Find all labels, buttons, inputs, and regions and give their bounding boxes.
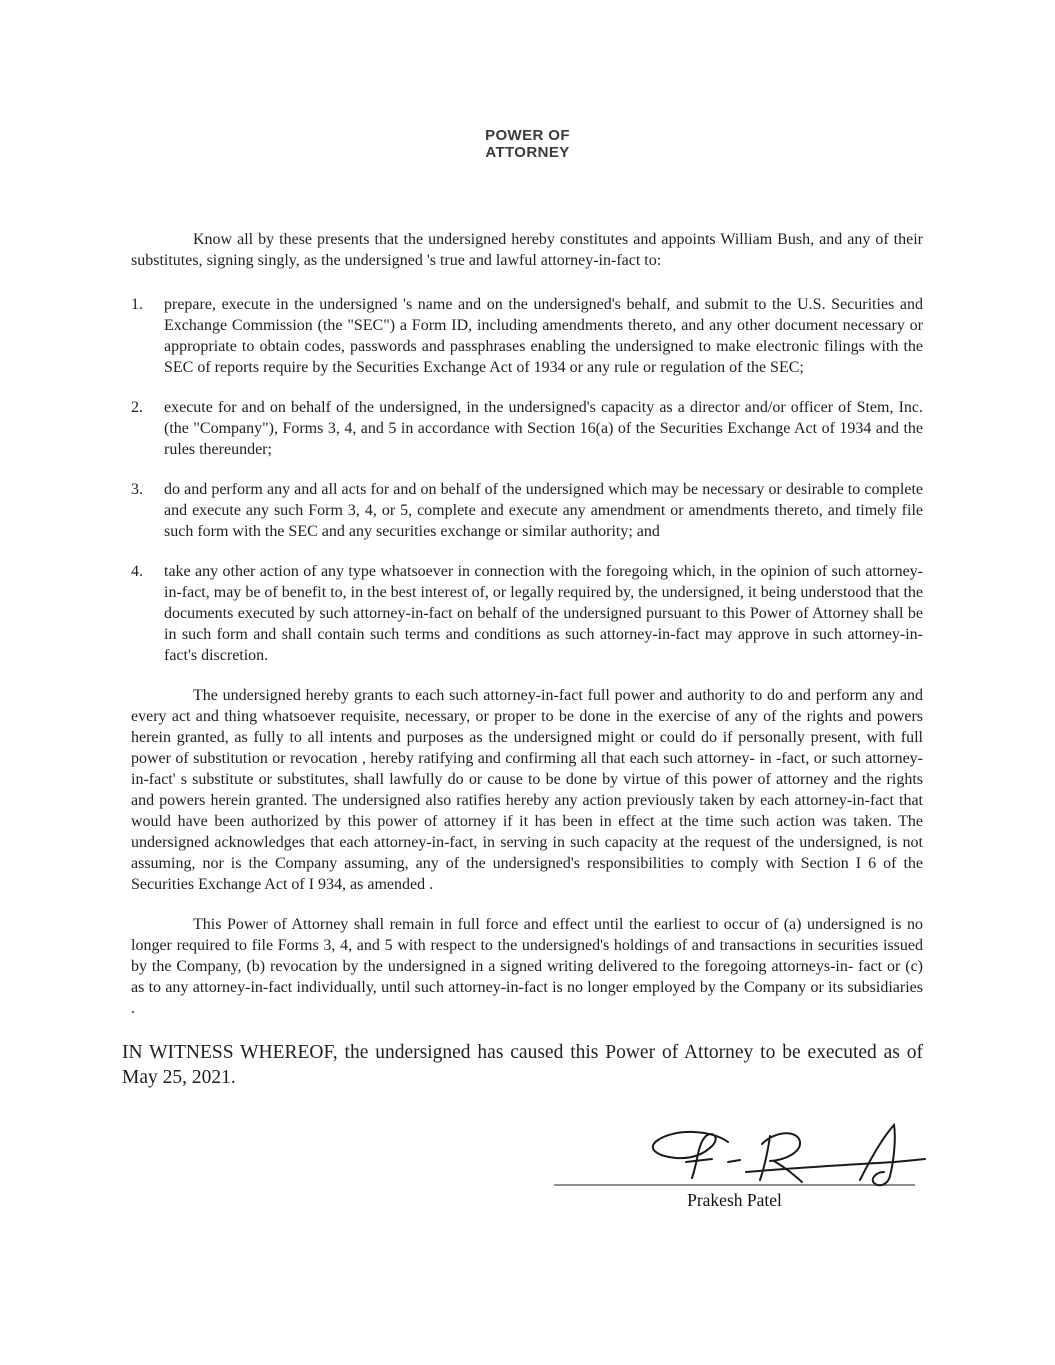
list-item-text: take any other action of any type whatsoever in connection with the foregoing which, in the opinion of such attorney-in-fact, may be of benefit to, in the best interest of, or legally required by, the undersigned, it being understood that the documents executed by such attorney-in-fact on behalf of the undersigned pursuant to this Power of Attorney shall be in such form and shall contain such terms and conditions as such attorney-in-fact may approve in such attorney-in-fact's discretion. [164,563,923,664]
list-item-text: prepare, execute in the undersigned 's name and on the undersigned's behalf, and submit to the U.S. Securities and Exchange Commission (the "SEC") a Form ID, including amendments thereto, and any other document necessary or appropriate to obtain codes, passwords and passphrases enabling the undersigned to make electronic filings with the SEC of reports require by the Securities Exchange Act of 1934 or any rule or regulation of the SEC; [164,296,923,376]
title-line-2: ATTORNEY [485,144,570,161]
title-line-1: POWER OF [485,127,570,144]
list-item [131,294,923,378]
list-item [131,561,923,666]
witness-clause: IN WITNESS WHEREOF, the undersigned has caused this Power of Attorney to be executed as of May 25, 2021. [122,1042,923,1088]
signatory-name: Prakesh Patel [687,1190,782,1210]
document-title [0,0,1055,161]
signature-art-area [554,1120,915,1184]
signature-image [642,1120,932,1192]
list-item-text: do and perform any and all acts for and on behalf of the undersigned which may be necessary or desirable to complete and execute any such Form 3, 4, or 5, complete and execute any amendment or amendments thereto, and timely file such form with the SEC and any securities exchange or similar authority; and [164,481,923,540]
termination-paragraph: This Power of Attorney shall remain in full force and effect until the earliest to occur of (a) undersigned is no longer required to file Forms 3, 4, and 5 with respect to the undersigned's holdings of and transactions in securities issued by the Company, (b) revocation by the undersigned in a signed writing delivered to the foregoing attorneys-in- fact or (c) as to any attorney-in-fact individually, until such attorney-in-fact is no longer employed by the Company or its subsidiaries . [131,916,923,1017]
list-item-number: 4. [131,563,143,580]
list-item-text: execute for and on behalf of the undersigned, in the undersigned's capacity as a director and/or officer of Stem, Inc. (the "Company"), Forms 3, 4, and 5 in accordance with Section 16(a) of the Securities Exchange Act of 1934 and the rules thereunder; [164,399,923,458]
numbered-list [131,294,923,666]
list-item-number: 3. [131,481,143,498]
intro-paragraph: Know all by these presents that the undersigned hereby constitutes and appoints William Bush, and any of their substitutes, signing singly, as the undersigned 's true and lawful attorney-in-fact to: [131,231,923,269]
signature-block [554,1120,915,1211]
grant-paragraph: The undersigned hereby grants to each such attorney-in-fact full power and authority to do and perform any and every act and thing whatsoever requisite, necessary, or proper to be done in the exercise of any of the rights and powers herein granted, as fully to all intents and purposes as the undersigned might or could do if personally present, with full power of substitution or revocation , hereby ratifying and confirming all that each such attorney- in -fact, or such attorney-in-fact' s substitute or substitutes, shall lawfully do or cause to be done by virtue of this power of attorney and the rights and powers herein granted. The undersigned also ratifies hereby any action previously taken by each attorney-in-fact that would have been authorized by this power of attorney if it has been in effect at the time such action was taken. The undersigned acknowledges that each attorney-in-fact, in serving in such capacity at the request of the undersigned, is not assuming, nor is the Company assuming, any of the undersigned's responsibilities to comply with Section I 6 of the Securities Exchange Act of I 934, as amended . [131,687,923,893]
list-item-number: 2. [131,399,143,416]
list-item [131,397,923,460]
list-item [131,479,923,542]
list-item-number: 1. [131,296,143,313]
document-body [122,229,923,1211]
